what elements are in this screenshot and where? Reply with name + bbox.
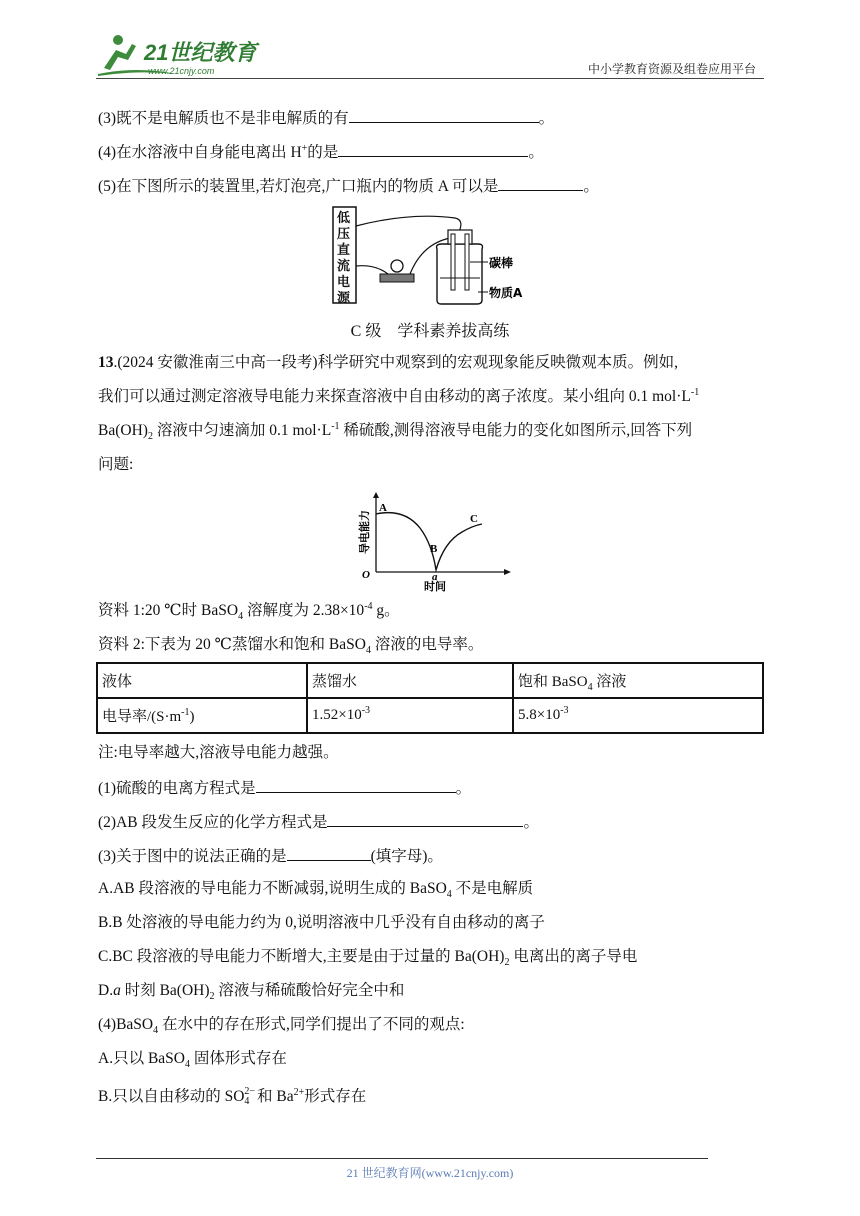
point-c-label: C: [470, 513, 478, 525]
header-divider: [96, 78, 764, 79]
conductivity-graph: [354, 492, 514, 592]
table-cell: 液体: [97, 663, 307, 698]
sub-question-4: (4)BaSO$_4$ 在水中的存在形式,同学们提出了不同的观点:: [98, 1016, 465, 1037]
substance-a-label: 物质A: [489, 286, 523, 300]
table-cell: $1.52\times 10^{-3}$: [307, 698, 513, 733]
option-a: A.AB 段溶液的导电能力不断减弱,说明生成的 BaSO$_4$ 不是电解质: [98, 880, 534, 901]
info-2: 资料 2:下表为 20 ℃蒸馏水和饱和 BaSO$_4$ 溶液的电导率。: [98, 636, 484, 657]
q13-line3: $Ba(OH)_2$ 溶液中匀速滴加 0.1 $mol\cdot L^{-1}$ 稀硫酸,测得溶液导电能力的变化如图所示,回答下列: [98, 420, 693, 443]
x-tick-a: a: [432, 571, 438, 583]
q13-line1: 13.(2024 安徽淮南三中高一段考)科学研究中观察到的宏观现象能反映微观本质。例如,: [98, 354, 678, 371]
point-a-label: A: [379, 502, 387, 514]
table-cell: 电导率$/(S\cdot m^{-1})$: [97, 698, 307, 733]
footer-text[interactable]: 21 世纪教育网(www.21cnjy.com): [346, 1166, 514, 1180]
table-cell: 饱和 BaSO$_4$ 溶液: [513, 663, 763, 698]
option-d: D.a 时刻 $Ba(OH)_2$ 溶液与稀硫酸恰好完全中和: [98, 982, 405, 1003]
q13-line2: 我们可以通过测定溶液导电能力来探查溶液中自由移动的离子浓度。某小组向 0.1 $mol\cdot L^{-1}$: [98, 386, 700, 405]
table-cell: $5.8\times 10^{-3}$: [513, 698, 763, 733]
table-cell: 蒸馏水: [307, 663, 513, 698]
table-row: [97, 698, 763, 733]
footer-divider: [96, 1158, 708, 1159]
question-3: (3)既不是电解质也不是非电解质的有 。: [98, 106, 554, 130]
sub-question-3: (3)关于图中的说法正确的是 (填字母)。: [98, 844, 443, 868]
view-b: B.只以自由移动的 SO 2− 4 和 $Ba^{2+}$形式存在: [98, 1086, 367, 1108]
info-1: 资料 1:20 ℃时 BaSO$_4$ 溶解度为 $2.38\times 10^{-4}$ g。: [98, 600, 400, 623]
section-title: C 级 学科素养拔高练: [350, 323, 510, 340]
q13-line4: 问题:: [98, 456, 134, 473]
y-axis-label: 导电能力: [358, 510, 371, 554]
source-char: 低: [337, 211, 351, 226]
question-4: (4)在水溶液中自身能电离出 H+的是 。: [98, 140, 544, 164]
source-char: 压: [337, 227, 351, 242]
logo-text: 21世纪教育: [144, 40, 257, 65]
source-char: 流: [337, 259, 351, 274]
carbon-rod-label: 碳棒: [489, 256, 514, 270]
origin-label: O: [362, 569, 370, 581]
view-a: A.只以 BaSO$_4$ 固体形式存在: [98, 1050, 287, 1071]
conductivity-table: [96, 662, 764, 734]
point-b-label: B: [430, 543, 438, 555]
x-axis-label: 时间: [424, 580, 446, 592]
sub-question-2: (2)AB 段发生反应的化学方程式是 。: [98, 810, 539, 834]
note: 注:电导率越大,溶液导电能力越强。: [98, 744, 339, 761]
option-b: B.B 处溶液的导电能力约为 0,说明溶液中几乎没有自由移动的离子: [98, 914, 545, 931]
apparatus-diagram: [330, 204, 540, 308]
source-char: 源: [337, 291, 351, 306]
question-5: (5)在下图所示的装置里,若灯泡亮,广口瓶内的物质 A 可以是 。: [98, 174, 599, 198]
source-char: 电: [337, 275, 351, 290]
header-platform-text: 中小学教育资源及组卷应用平台: [587, 62, 756, 76]
option-c: C.BC 段溶液的导电能力不断增大,主要是由于过量的 $Ba(OH)_2$ 电离出的离子导电: [98, 948, 638, 969]
sub-question-1: (1)硫酸的电离方程式是 。: [98, 776, 471, 800]
site-logo: [96, 30, 266, 80]
source-char: 直: [337, 243, 351, 258]
logo-url: www.21cnjy.com: [148, 66, 215, 76]
table-row: [97, 663, 763, 698]
